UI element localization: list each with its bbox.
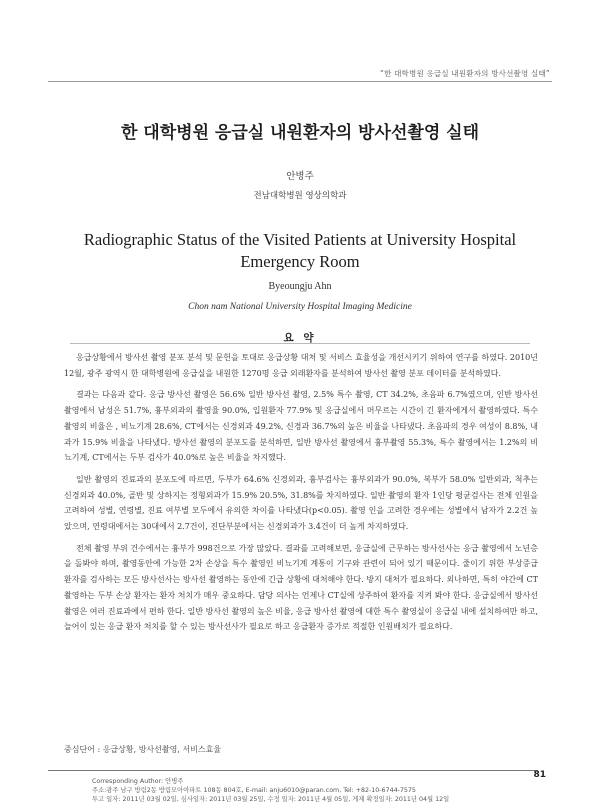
abstract-divider [70,343,530,344]
abstract-paragraph-1: 응급상황에서 방사선 촬영 분포 분석 및 문헌을 토대로 응급상황 대처 및 서비스 효율성을 개선시키기 위하여 연구를 하였다. 2010년 12월, 광주 광역시 한 대학병원에 응급실을 내원한 1270명 응급 외래환자를 분석하여 방사선 촬영 분포 데이터를 분석하였다. [64,353,538,378]
author-name-english: Byeoungju Ahn [268,281,332,292]
abstract-paragraph-4: 전체 촬영 부위 건수에서는 흉부가 998건으로 가장 많았다. 결과를 고려해보면, 응급실에 근무하는 방사선사는 응급 촬영에서 노년층을 돌봐야 하며, 촬영동안에 가능한 2차 손상을 특수 촬영인 비뇨기계 계통이 기구와 관련이 되어 있기 때문이다. 줄이기 위한 부상증급 환자를 검사하는 모든 방사선사는 방사선 촬영하는 동안에 긴급 상황에 대처해야 한다. 방지 대처가 필요하다. 외나하면, 특히 야간에 CT 촬영하는 두부 손상 환자는 환자 처치가 매우 중요하다. 담당 의사는 언제나 CT실에 상주하여 환자를 지켜 봐야 한다. 응급실에서 방사선 촬영은 여러 진료과에서 편하 한다. 일반 방사선 촬영의 높은 비율, 응급 방사선 촬영에 대한 특수 촬영실이 응급실 내에 설치하여만 하고, 늘어이 있는 응급 환자 처치를 할 수 있는 방사선사가 필요로 하고 응급환자 증가로 적절한 인원배치가 필요하다. [64,543,538,632]
paper-title-korean: 한 대학병원 응급실 내원환자의 방사선촬영 실태 [120,123,480,143]
abstract-paragraph-2: 결과는 다음과 같다. 응급 방사선 촬영은 56.6% 일반 방사선 촬영, 2.5% 특수 촬영, CT 34.2%, 초음파 6.7%였으며, 인반 방사선 촬영에서 남성은 51.7%, 흉부외과의 촬영율 90.0%, 입원환자 77.9% 및 응급실에서 머무르는 시간이 긴 환자에게서 촬영하였다. 특수 촬영의 비율은 , 비뇨기계 28.6%, CT에서는 신경외과 49.2%, 신경과 36.7%의 높은 비율을 나타냈다. 초음파의 경우 여성이 8.8%, 내과가 15.9% 비율을 나타냈다. 방사선 촬영의 분포도를 분석하면, 일반 방사선 촬영에서 흉부촬영 55.3%, 특수 촬영에서는 1.2%의 비뇨기계, CT에서는 두부 검사가 40.0%로 높은 비율을 차지했다. [64,390,538,463]
abstract-heading: 요 약 [283,332,317,344]
author-name-korean: 안병주 [286,171,314,182]
affiliation-korean: 전남대학병원 영상의학과 [253,191,347,201]
submission-dates: 투고 일자: 2011년 03월 02일, 심사일자: 2011년 03월 25일, 수정 일자: 2011년 4월 05일, 게재 확정일자: 2011년 04월 12일 [92,796,450,804]
header-divider [48,81,552,82]
page-number: 81 [533,770,546,780]
running-header: “한 대학병원 응급실 내원환자의 방사선촬영 실태” [380,69,550,78]
affiliation-english: Chon nam National University Hospital Imaging Medicine [188,302,412,312]
correspondence-block [92,777,546,805]
corresponding-author: Corresponding Author: 안병주 [92,778,184,785]
keywords: 중심단어 : 응급상황, 방사선촬영, 서비스효율 [64,745,222,754]
abstract-body [64,350,538,641]
paper-title-english: Radiographic Status of the Visited Patients at University Hospital Emergency Room [83,230,517,271]
abstract-paragraph-3: 일반 촬영의 진료과의 분포도에 따르면, 두부가 64.6% 신경외과, 흉부검사는 흉부외과가 90.0%, 복부가 58.0% 일반외과, 척추는 신경외과 40.0%, 골반 및 상하지는 정형외과가 15.9% 20.5%, 31.8%를 차지하였다. 일반 촬영의 환자 1인당 평균검사는 전체 인원을 고려하여 성별, 연령별, 진료 여부별 모두에서 유의한 차이를 나타냈다(p<0.05). 촬영 인을 고려한 경우에는 성별에서 남자가 2.2건 높았으며, 연령대에서는 30대에서 2.7건이, 진단부분에서는 신경외과가 3.4건이 더 높게 차지하였다. [64,474,538,532]
author-address: 주소:광주 남구 방림2동 방림모아아파트 108동 804호, E-mail: anju6010@paran.com, Tel: +82-10-6744-7575 [92,787,416,795]
footer-divider [48,770,538,771]
